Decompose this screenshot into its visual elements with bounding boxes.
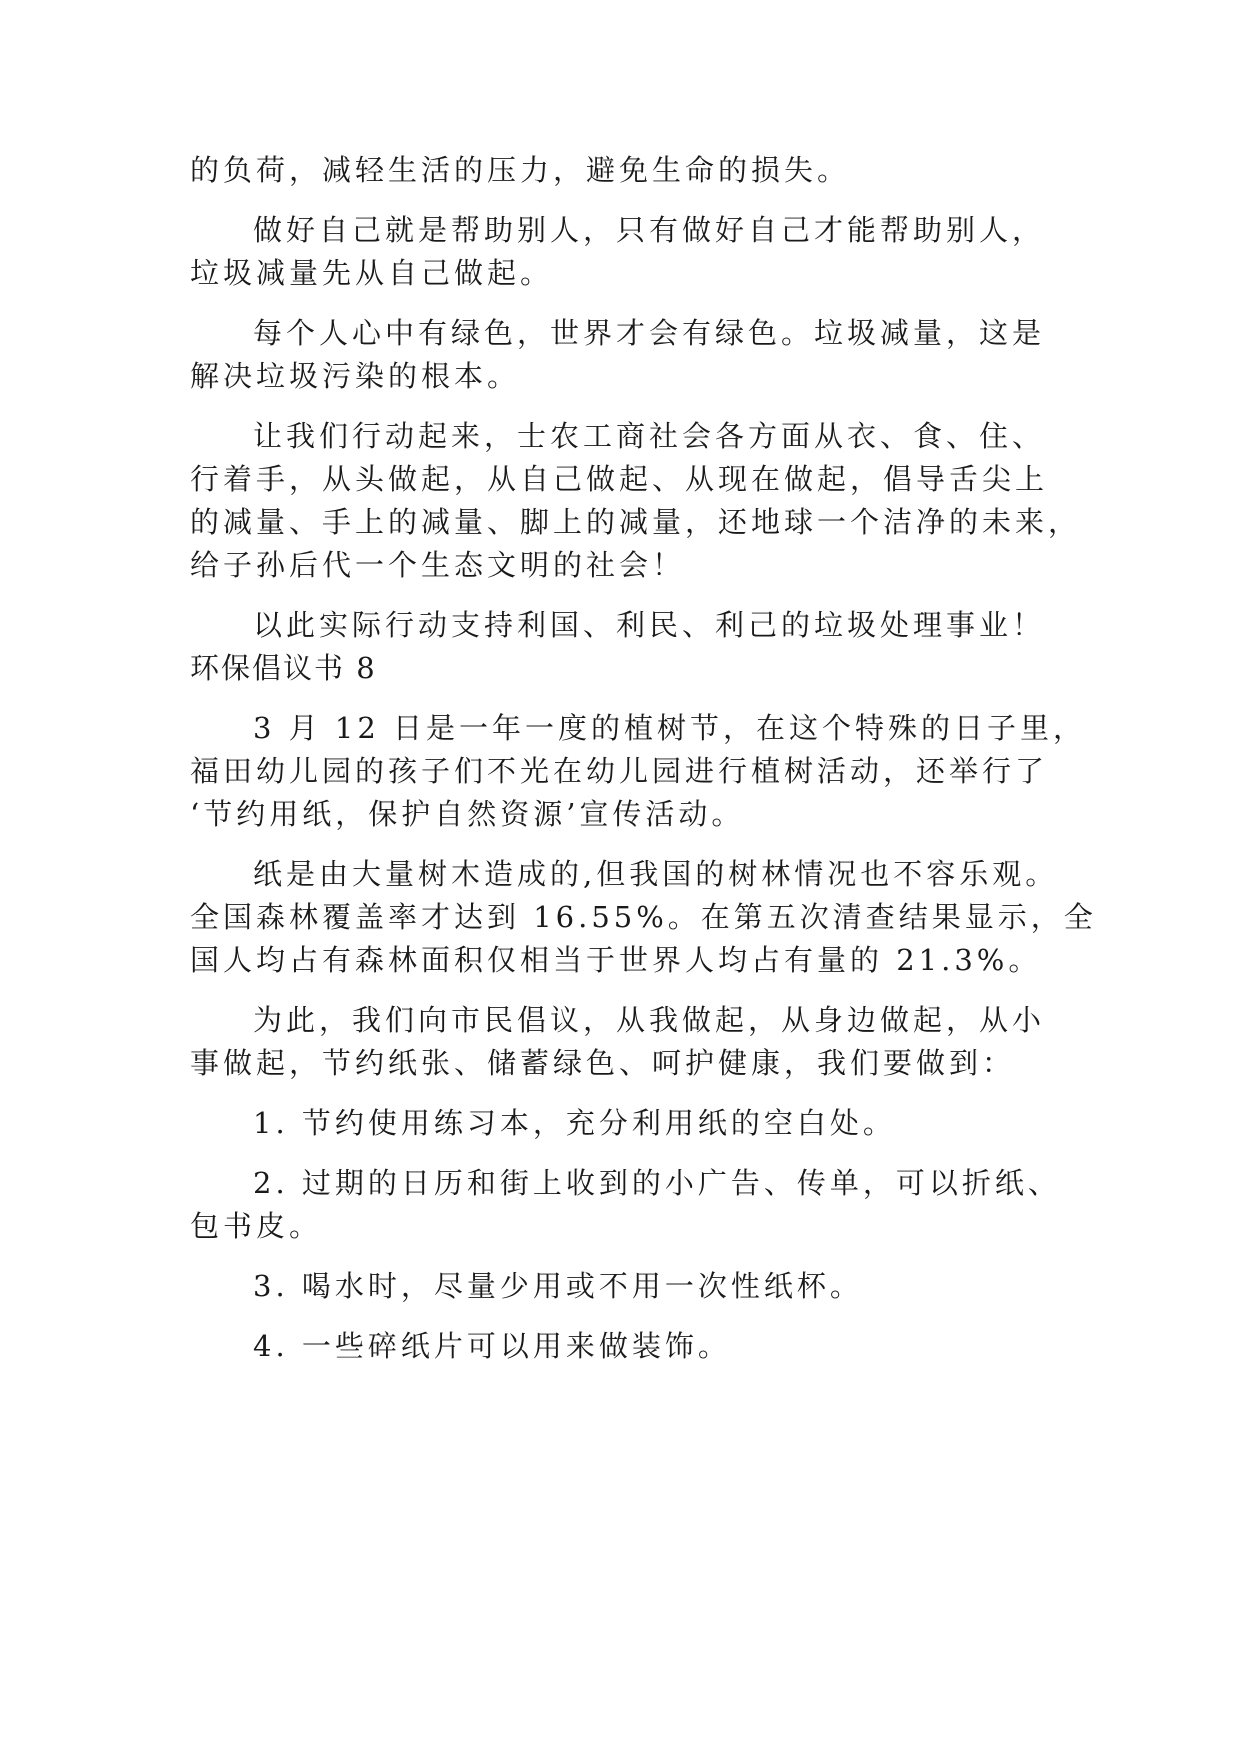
list-item: 2. 过期的日历和街上收到的小广告、传单，可以折纸、 (253, 1166, 1061, 1200)
list-item: 3. 喝水时，尽量少用或不用一次性纸杯。 (253, 1269, 863, 1303)
paragraph-line: 让我们行动起来，士农工商社会各方面从衣、食、住、 (253, 419, 1046, 453)
paragraph-line: 纸是由大量树木造成的,但我国的树林情况也不容乐观。 (253, 857, 1059, 891)
list-item: 包书皮。 (190, 1209, 323, 1243)
paragraph-line: 垃圾减量先从自己做起。 (190, 256, 554, 290)
paragraph-line: 的负荷，减轻生活的压力，避免生命的损失。 (190, 153, 851, 187)
paragraph-line: 做好自己就是帮助别人，只有做好自己才能帮助别人， (253, 213, 1046, 247)
paragraph-line: 事做起，节约纸张、储蓄绿色、呵护健康，我们要做到： (190, 1046, 1016, 1080)
paragraph-line: 为此，我们向市民倡议，从我做起，从身边做起，从小 (253, 1003, 1046, 1037)
paragraph-line: 3 月 12 日是一年一度的植树节，在这个特殊的日子里， (253, 711, 1087, 745)
section-heading: 环保倡议书 8 (190, 651, 377, 685)
list-item: 1. 节约使用练习本，充分利用纸的空白处。 (253, 1106, 896, 1140)
paragraph-line: 给子孙后代一个生态文明的社会！ (190, 548, 686, 582)
paragraph-line: 解决垃圾污染的根本。 (190, 359, 521, 393)
paragraph-line: 国人均占有森林面积仅相当于世界人均占有量的 21.3%。 (190, 943, 1042, 977)
paragraph-line: 福田幼儿园的孩子们不光在幼儿园进行植树活动，还举行了 (190, 754, 1049, 788)
paragraph-line: 的减量、手上的减量、脚上的减量，还地球一个洁净的未来， (190, 505, 1082, 539)
paragraph-line: ‘节约用纸，保护自然资源’宣传活动。 (190, 797, 745, 831)
paragraph-line: 以此实际行动支持利国、利民、利己的垃圾处理事业！ (253, 608, 1046, 642)
list-item: 4. 一些碎纸片可以用来做装饰。 (253, 1329, 731, 1363)
paragraph-line: 行着手，从头做起，从自己做起、从现在做起，倡导舌尖上 (190, 462, 1049, 496)
paragraph-line: 全国森林覆盖率才达到 16.55%。在第五次清查结果显示，全 (190, 900, 1097, 934)
paragraph-line: 每个人心中有绿色，世界才会有绿色。垃圾减量，这是 (253, 316, 1046, 350)
